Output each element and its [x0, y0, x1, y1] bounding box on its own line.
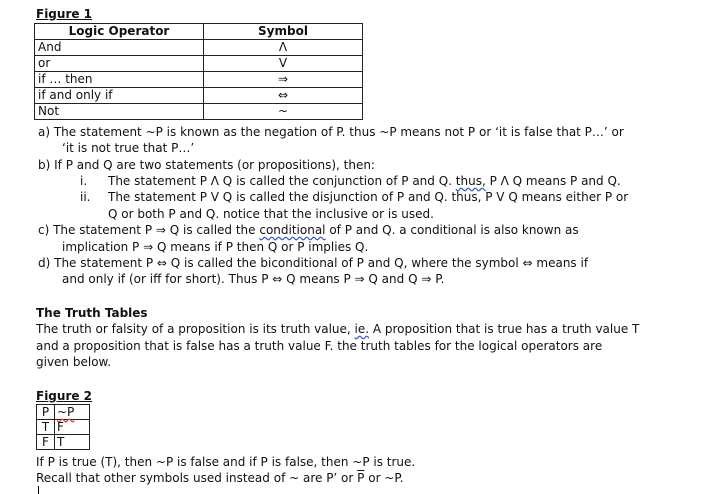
- truth-para-line2: and a proposition that is false has a truth value F. the truth tables for the logical operators are: [36, 339, 603, 353]
- item-bi-number: i.: [80, 174, 88, 188]
- footer-line2-pre: Recall that other symbols used instead of ~ are P’ or: [36, 471, 358, 485]
- symbol-cell: V: [204, 56, 363, 72]
- table-row: [37, 420, 90, 435]
- item-a-line1: a) The statement ~P is known as the negation of P. thus ~P means not P or ‘it is false that P…’ or: [38, 125, 624, 139]
- table-row: [35, 88, 363, 104]
- operator-cell: And: [35, 40, 204, 56]
- item-bi-text-pre: The statement P Λ Q is called the conjunction of P and Q.: [108, 174, 456, 188]
- logic-operator-table: [34, 23, 363, 120]
- table-row: [35, 104, 363, 120]
- footer-line2: [36, 471, 404, 485]
- operator-cell: if and only if: [35, 88, 204, 104]
- symbol-cell: Λ: [204, 40, 363, 56]
- truth-para-line3: given below.: [36, 355, 112, 369]
- item-bii-line2: Q or both P and Q. notice that the inclusive or is used.: [108, 207, 434, 221]
- item-c-conditional: conditional: [259, 223, 326, 237]
- symbol-cell: ⇒: [204, 72, 363, 88]
- item-c-line2: implication P ⇒ Q means if P then Q or P implies Q.: [62, 240, 369, 254]
- footer-line1: If P is true (T), then ~P is false and if P is false, then ~P is true.: [36, 455, 416, 469]
- header-symbol: Symbol: [204, 24, 363, 40]
- truth-para-ie: ie.: [354, 322, 370, 336]
- header-not-p-text: ~P: [57, 405, 75, 419]
- item-c-pre: c) The statement P ⇒ Q is called the: [38, 223, 260, 237]
- header-not-p: [55, 405, 90, 420]
- figure1-title: Figure 1: [36, 7, 93, 21]
- truth-para-post: A proposition that is true has a truth value T: [369, 322, 640, 336]
- item-c-post: of P and Q. a conditional is also known as: [325, 223, 579, 237]
- symbol-cell: ⇔: [204, 88, 363, 104]
- operator-cell: Not: [35, 104, 204, 120]
- text-cursor: [38, 486, 39, 494]
- header-logic-operator: Logic Operator: [35, 24, 204, 40]
- symbol-cell: ~: [204, 104, 363, 120]
- item-c-line1: [38, 223, 579, 237]
- table-row: [35, 56, 363, 72]
- item-d-line1: d) The statement P ⇔ Q is called the biconditional of P and Q, where the symbol ⇔ means if: [38, 256, 589, 270]
- negation-truth-table: [36, 404, 90, 450]
- item-bi-text: [108, 174, 621, 188]
- truth-para-pre: The truth or falsity of a proposition is its truth value,: [36, 322, 355, 336]
- p-cell: F: [37, 435, 55, 450]
- item-b-line1: b) If P and Q are two statements (or propositions), then:: [38, 158, 375, 172]
- not-p-cell: T: [55, 435, 90, 450]
- operator-cell: if … then: [35, 72, 204, 88]
- footer-p-bar: $\overline{P}$: [357, 471, 365, 485]
- item-bi-thus: thus,: [455, 174, 486, 188]
- item-d-line2: and only if (or iff for short). Thus P ⇔ Q means P ⇒ Q and Q ⇒ P.: [62, 272, 445, 286]
- header-p: P: [37, 405, 55, 420]
- figure2-title: Figure 2: [36, 389, 93, 403]
- table-header-row: [37, 405, 90, 420]
- truth-para-line1: [36, 322, 639, 336]
- operator-cell: or: [35, 56, 204, 72]
- item-bii-line1: The statement P V Q is called the disjunction of P and Q. thus, P V Q means either P or: [108, 190, 629, 204]
- item-a-line2: ‘it is not true that P…’: [62, 141, 195, 155]
- item-bi-text-post: P Λ Q means P and Q.: [485, 174, 621, 188]
- truth-tables-heading: The Truth Tables: [36, 306, 148, 320]
- p-cell: T: [37, 420, 55, 435]
- footer-line2-post: or ~P.: [364, 471, 404, 485]
- item-bii-number: ii.: [80, 190, 91, 204]
- table-row: [37, 435, 90, 450]
- table-row: [35, 40, 363, 56]
- table-row: [35, 72, 363, 88]
- not-p-cell: F: [55, 420, 90, 435]
- table-header-row: [35, 24, 363, 40]
